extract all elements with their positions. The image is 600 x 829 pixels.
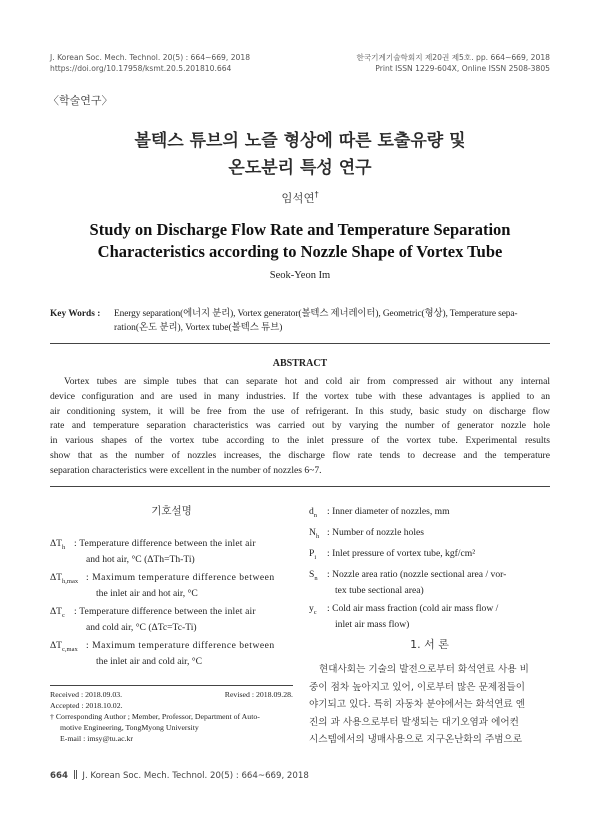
nomenclature-right xyxy=(309,504,550,635)
symbol: $d_n$ xyxy=(309,506,318,519)
definition-cont: and hot air, °C (ΔTh=Th-Ti) xyxy=(86,554,195,565)
definition: : Temperature difference between the inlet air xyxy=(74,538,256,549)
paragraph-line: 중이 점차 높아지고 있어, 이로부터 많은 문제점들이 xyxy=(309,681,525,693)
symbol: $\Delta T_h$ xyxy=(50,538,66,551)
corresponding-mark: † xyxy=(314,190,319,200)
page-footer xyxy=(50,770,309,781)
symbol: $P_i$ xyxy=(309,548,317,561)
symbol: $\Delta T_{c,max}$ xyxy=(50,640,78,653)
definition: : Maximum temperature difference between xyxy=(86,640,275,651)
author-en: Seok-Yeon Im xyxy=(269,270,331,281)
paragraph-line: 야기되고 있다. 특히 자동차 분야에서는 화석연료 엔 xyxy=(309,699,525,710)
definition-cont: and cold air, °C (ΔTc=Tc-Ti) xyxy=(86,622,197,633)
abstract-line: Vortex tubes are simple tubes that can separate hot and cold air from compressed air without any internal xyxy=(64,376,550,387)
definition: : Cold air mass fraction (cold air mass flow / xyxy=(327,603,499,614)
definition-cont: tex tube sectional area) xyxy=(335,585,424,596)
abstract-body xyxy=(50,375,550,479)
nomenclature-item xyxy=(50,638,293,672)
symbol: $S_n$ xyxy=(309,569,318,582)
nomenclature-left xyxy=(50,536,293,672)
definition-cont: the inlet air and cold air, °C xyxy=(96,656,203,667)
abstract-heading: ABSTRACT xyxy=(272,358,328,369)
paragraph-line: 진의 과 사용으로부터 발생되는 대기오염과 에어컨 xyxy=(309,716,519,728)
nomenclature-item xyxy=(309,567,550,601)
page-number: 664 xyxy=(50,771,68,781)
abstract-line: show that as the number of nozzles increases, the discharge flow rate tends to decrease and the temperature xyxy=(50,449,550,461)
definition: : Maximum temperature difference between xyxy=(86,572,275,583)
keywords-block xyxy=(50,307,550,335)
nomenclature-item xyxy=(309,601,550,635)
paragraph-line: 현대사회는 기술의 발전으로부터 화석연료 사용 비 xyxy=(319,664,529,675)
nomenclature-item xyxy=(50,570,293,604)
footnote-divider xyxy=(50,685,293,686)
definition-cont: the inlet air and hot air, °C xyxy=(96,588,198,599)
nomenclature-heading: 기호설명 xyxy=(151,505,192,517)
title-kr-line1: 볼텍스 튜브의 노즐 형상에 따른 토출유량 및 xyxy=(134,131,466,151)
abstract-line: device configuration and are used in many industries. If the vortex tube with these advantages is applied to an xyxy=(50,390,550,402)
author-kr-name: 임석연 xyxy=(281,191,315,205)
definition-cont: inlet air mass flow) xyxy=(335,619,410,630)
definition: : Number of nozzle holes xyxy=(327,527,424,538)
introduction-body xyxy=(309,661,550,749)
nomenclature-item xyxy=(50,536,293,570)
symbol: $y_c$ xyxy=(309,603,317,616)
author-email[interactable]: E-mail : imsy@tu.ac.kr xyxy=(60,734,134,743)
nomenclature-item xyxy=(309,525,550,546)
accepted-date: Accepted : 2018.10.02. xyxy=(50,701,123,710)
keywords-label: Key Words : xyxy=(50,309,101,319)
divider-top xyxy=(50,343,550,344)
symbol: $\Delta T_{h,max}$ xyxy=(50,572,79,585)
section-heading-introduction: 1. 서 론 xyxy=(410,638,449,651)
article-type: 〈학술연구〉 xyxy=(48,94,113,107)
paragraph-line: 시스템에서의 냉매사용으로 지구온난화의 주범으로 xyxy=(309,734,523,745)
footer-separator xyxy=(74,770,77,779)
abstract-line: air conditioning system, it will be free from the use of refrigerant. In this study, basic study on discharge flow xyxy=(50,405,550,417)
corresponding-affiliation: motive Engineering, TongMyong University xyxy=(60,723,199,732)
symbol: $N_h$ xyxy=(309,527,320,540)
abstract-line: rate and temperature separation characteristics was carried out by varying the number of generator nozzle hole xyxy=(50,420,550,432)
footer-journal: J. Korean Soc. Mech. Technol. 20(5) : 664~669, 2018 xyxy=(82,771,309,781)
title-en-line1: Study on Discharge Flow Rate and Temperature Separation xyxy=(89,220,511,239)
nomenclature-item xyxy=(50,604,293,638)
received-date: Received : 2018.09.03. xyxy=(50,690,123,699)
corresponding-author: † Corresponding Author ; Member, Professor, Department of Auto- xyxy=(50,712,260,721)
definition: : Nozzle area ratio (nozzle sectional area / vor- xyxy=(327,569,507,580)
title-en-line2: Characteristics according to Nozzle Shape of Vortex Tube xyxy=(97,242,503,261)
definition: : Inlet pressure of vortex tube, kgf/cm² xyxy=(327,548,476,559)
issn-text: Print ISSN 1229-604X, Online ISSN 2508-3805 xyxy=(375,64,550,73)
doi-link[interactable]: https://doi.org/10.17958/ksmt.20.5.201810.664 xyxy=(50,64,232,73)
journal-citation-en: J. Korean Soc. Mech. Technol. 20(5) : 664~669, 2018 xyxy=(50,53,251,62)
author-kr xyxy=(0,190,600,206)
abstract-line: separation characteristics were excellent in the number of nozzles 6~7. xyxy=(50,464,322,476)
nomenclature-item xyxy=(309,504,550,525)
journal-citation-kr: 한국기계기술학회지 제20권 제5호. pp. 664~669, 2018 xyxy=(356,53,550,62)
symbol: $\Delta T_c$ xyxy=(50,606,65,619)
keywords-line2: ration(온도 분리), Vortex tube(볼텍스 튜브) xyxy=(114,323,283,333)
title-kr-line2: 온도분리 특성 연구 xyxy=(228,158,372,178)
revised-date: Revised : 2018.09.28. xyxy=(224,690,293,699)
abstract-line: in various shapes of the vortex tube according to the inlet pressure of the vortex tube. Experimental results xyxy=(50,435,550,447)
keywords-line1: Energy separation(에너지 분리), Vortex generator(볼텍스 제너레이터), Geometric(형상), Temperature sepa- xyxy=(114,309,518,319)
footnote-block xyxy=(50,689,293,744)
nomenclature-item xyxy=(309,546,550,567)
divider-abstract xyxy=(50,486,550,487)
definition: : Inner diameter of nozzles, mm xyxy=(327,506,450,517)
definition: : Temperature difference between the inlet air xyxy=(74,606,256,617)
